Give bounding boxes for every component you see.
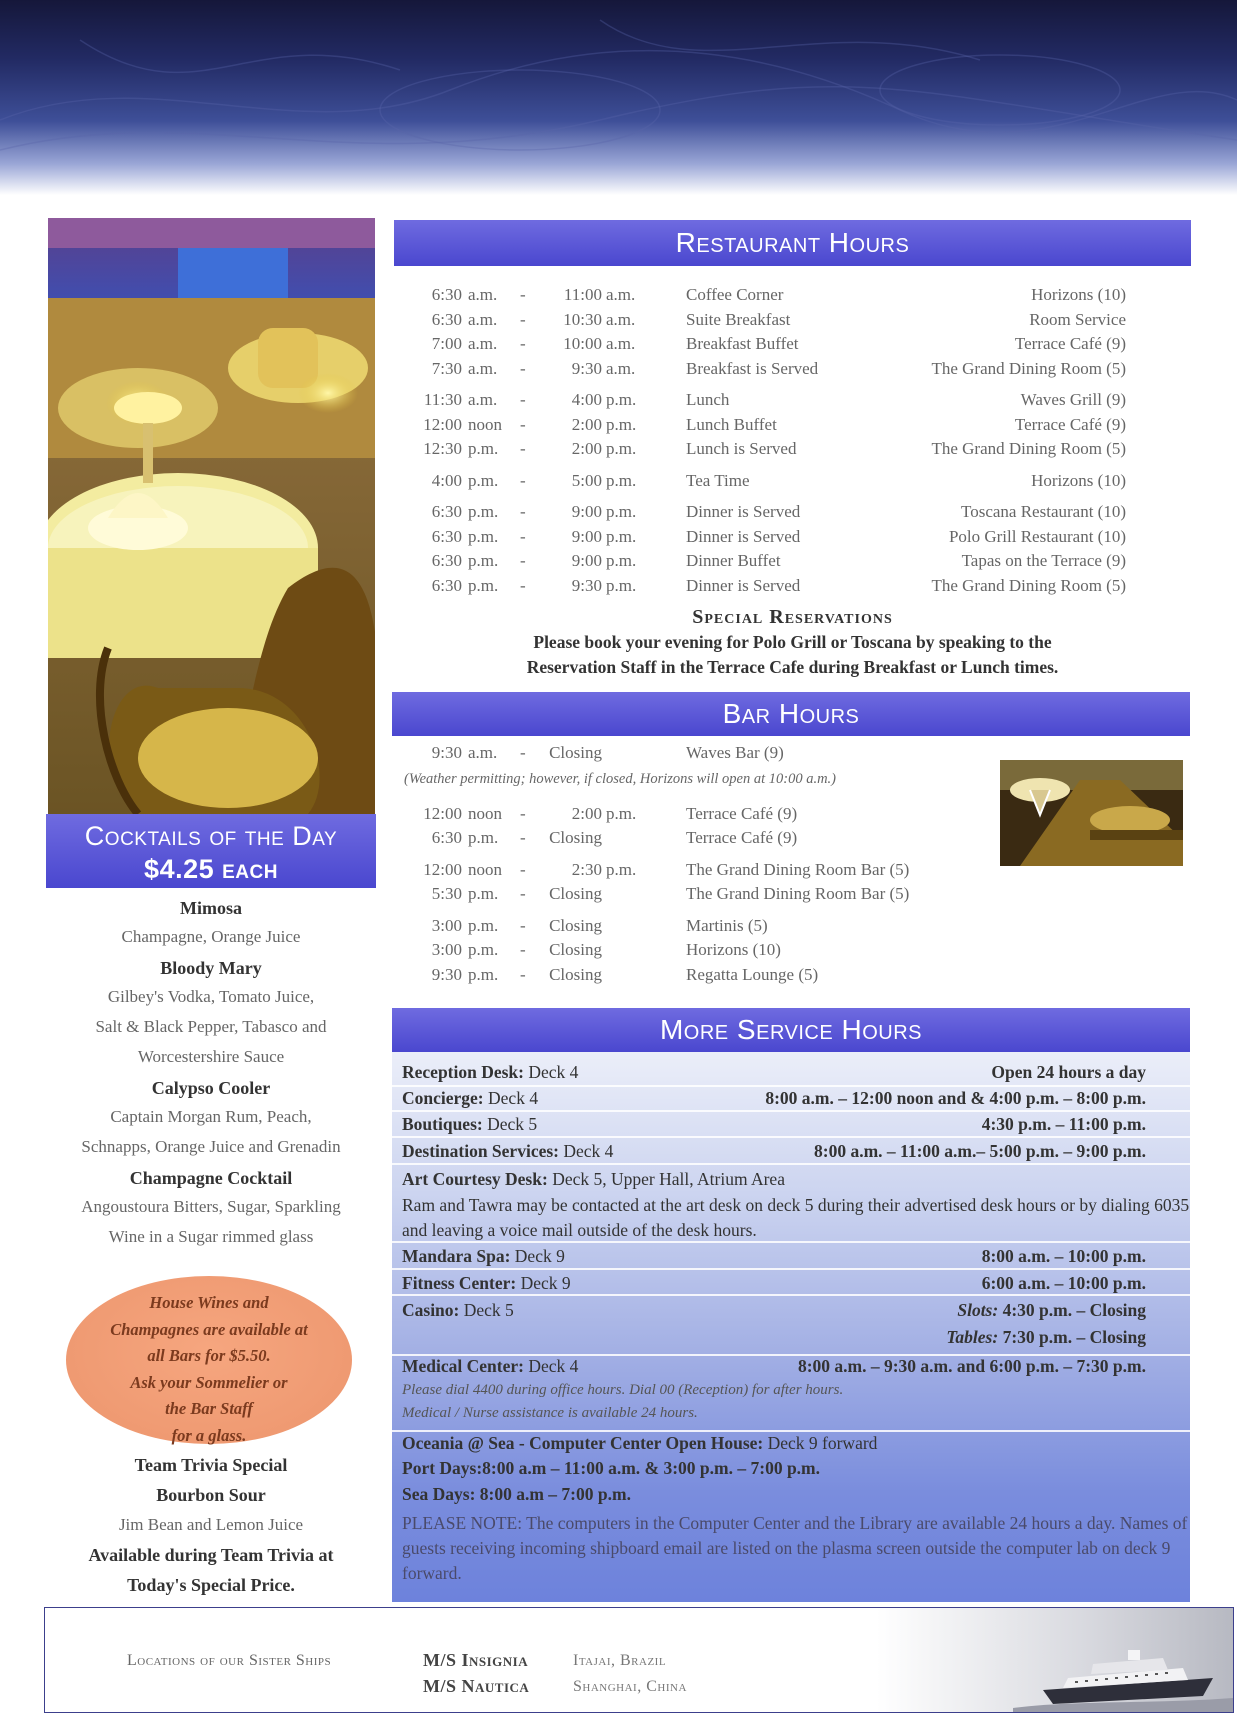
service-art-desc: Ram and Tawra may be contacted at the art desk on deck 5 during their advertised desk hours or by dialing 6035 and leaving a voice mail outside of the desk hours. bbox=[402, 1195, 1190, 1240]
start-time: 6:30 bbox=[431, 502, 462, 521]
service-hours bbox=[946, 1327, 1146, 1348]
service-name: Lunch Buffet bbox=[686, 414, 777, 434]
start-period: p.m. bbox=[468, 526, 499, 546]
start-period: p.m. bbox=[468, 551, 499, 570]
venue-name: Room Service bbox=[1029, 309, 1126, 329]
service-hours bbox=[957, 1300, 1146, 1321]
service-label: Concierge: bbox=[402, 1088, 484, 1108]
end-period: a.m. bbox=[606, 334, 636, 353]
start-time: 7:30 bbox=[431, 358, 462, 378]
service-medical bbox=[402, 1356, 1190, 1377]
start-period: a.m. bbox=[468, 285, 498, 304]
cocktail-desc: Gilbey's Vodka, Tomato Juice, bbox=[107, 987, 315, 1006]
service-location: Deck 4 bbox=[483, 1088, 539, 1108]
hours-row bbox=[410, 388, 1126, 413]
divider bbox=[392, 1085, 1190, 1087]
trivia-note: Available during Team Trivia at bbox=[88, 1545, 334, 1565]
start-time: 9:30 bbox=[431, 743, 462, 762]
computer-port-days bbox=[402, 1458, 1190, 1479]
start-time: 3:00 bbox=[431, 915, 462, 935]
venue-name: The Grand Dining Room (5) bbox=[931, 575, 1126, 595]
computer-sea-days bbox=[402, 1484, 1190, 1505]
end-time: 4:00 bbox=[571, 390, 602, 409]
end-time: 10:00 bbox=[563, 334, 602, 353]
time-dash: - bbox=[520, 743, 526, 762]
time-dash: - bbox=[520, 884, 526, 903]
time-dash: - bbox=[520, 859, 526, 879]
computer-note: PLEASE NOTE: The computers in the Computer Center and the Library are available 24 hours a day. Names of guests receiving incoming shipboard email are listed on the plasma screen outside the computer lab on deck 9 forward. bbox=[402, 1513, 1188, 1583]
cocktail-name: Calypso Cooler bbox=[151, 1078, 271, 1098]
end-time: Closing bbox=[549, 743, 602, 762]
service-location: Deck 9 forward bbox=[763, 1433, 878, 1453]
ship-name: M/S Insignia bbox=[423, 1650, 529, 1670]
start-period: p.m. bbox=[468, 915, 499, 935]
time-dash: - bbox=[520, 915, 526, 935]
time-dash: - bbox=[520, 309, 526, 329]
map-watermark bbox=[0, 0, 1237, 195]
end-time: 2:00 bbox=[571, 803, 602, 823]
casino-tables-hours: 7:30 p.m. – Closing bbox=[998, 1327, 1146, 1347]
start-period: p.m. bbox=[468, 884, 499, 903]
hours-row bbox=[410, 357, 1126, 382]
start-time: 12:00 bbox=[423, 859, 462, 879]
end-time: 9:30 bbox=[571, 358, 602, 378]
end-period: p.m. bbox=[606, 470, 637, 490]
divider bbox=[392, 1110, 1190, 1112]
start-time: 6:30 bbox=[431, 285, 462, 304]
end-time: 2:30 bbox=[571, 859, 602, 879]
special-text: Please book your evening for Polo Grill or Toscana by speaking to the bbox=[533, 632, 1052, 652]
start-time: 6:30 bbox=[431, 575, 462, 595]
end-time: 9:00 bbox=[571, 526, 602, 546]
hours-row bbox=[410, 525, 1126, 550]
bar-photo bbox=[1000, 760, 1183, 866]
divider bbox=[392, 1268, 1190, 1270]
hours-row bbox=[410, 549, 1126, 574]
port-days-text: Port Days:8:00 a.m – 11:00 a.m. & 3:00 p.m. – 7:00 p.m. bbox=[402, 1458, 821, 1478]
hours-row bbox=[410, 469, 1126, 494]
venue-name: Toscana Restaurant (10) bbox=[961, 502, 1126, 521]
cocktails-header bbox=[46, 814, 376, 888]
service-location: Deck 4 bbox=[523, 1356, 579, 1376]
bar-weather-note: (Weather permitting; however, if closed, Horizons will open at 10:00 a.m.) bbox=[404, 771, 837, 787]
trivia-drink: Bourbon Sour bbox=[156, 1485, 266, 1505]
hours-row bbox=[410, 802, 970, 827]
service-hours: 8:00 a.m. – 9:30 a.m. and 6:00 p.m. – 7:30 p.m. bbox=[797, 1356, 1146, 1376]
wine-note-line: House Wines and bbox=[149, 1293, 269, 1312]
hours-row bbox=[410, 882, 970, 907]
trivia-desc: Jim Bean and Lemon Juice bbox=[118, 1515, 304, 1534]
restaurant-hours-header: Restaurant Hours bbox=[394, 220, 1191, 266]
service-hours: 8:00 a.m. – 10:00 p.m. bbox=[981, 1246, 1146, 1266]
hours-row bbox=[410, 574, 1126, 599]
cocktails-price: $4.25 each bbox=[144, 854, 278, 884]
service-boutiques bbox=[402, 1114, 1190, 1135]
sister-ships-label: Locations of our Sister Ships bbox=[127, 1652, 332, 1669]
start-period: p.m. bbox=[468, 828, 499, 847]
service-name: Dinner is Served bbox=[686, 526, 801, 546]
wine-note-line: all Bars for $5.50. bbox=[147, 1346, 271, 1365]
service-hours: Open 24 hours a day bbox=[991, 1062, 1146, 1082]
hours-row bbox=[410, 413, 1126, 438]
start-time: 4:00 bbox=[431, 470, 462, 490]
service-name: The Grand Dining Room Bar (5) bbox=[686, 884, 910, 903]
header-banner bbox=[0, 0, 1237, 195]
service-label: Oceania @ Sea - Computer Center Open House: bbox=[402, 1433, 764, 1453]
service-name: Suite Breakfast bbox=[686, 309, 791, 329]
service-name: Coffee Corner bbox=[686, 285, 784, 304]
time-dash: - bbox=[520, 526, 526, 546]
start-time: 6:30 bbox=[431, 309, 462, 329]
service-name: Terrace Café (9) bbox=[686, 828, 798, 847]
end-period: p.m. bbox=[606, 859, 637, 879]
start-period: p.m. bbox=[468, 964, 499, 984]
cocktail-name: Bloody Mary bbox=[160, 958, 262, 978]
casino-tables-label: Tables: bbox=[946, 1327, 999, 1347]
service-fitness bbox=[402, 1273, 1190, 1294]
service-hours-header: More Service Hours bbox=[392, 1008, 1190, 1052]
service-casino bbox=[402, 1300, 1190, 1321]
start-period: noon bbox=[468, 859, 502, 879]
end-time: Closing bbox=[549, 884, 602, 903]
special-title: Special Reservations bbox=[692, 606, 893, 628]
time-dash: - bbox=[520, 502, 526, 521]
start-period: a.m. bbox=[468, 743, 498, 762]
service-hours: 6:00 a.m. – 10:00 p.m. bbox=[981, 1273, 1146, 1293]
start-period: p.m. bbox=[468, 940, 499, 959]
end-period: p.m. bbox=[606, 390, 637, 409]
service-spa bbox=[402, 1246, 1190, 1267]
service-label: Mandara Spa: bbox=[402, 1246, 511, 1266]
time-dash: - bbox=[520, 803, 526, 823]
hours-row bbox=[410, 826, 970, 851]
time-dash: - bbox=[520, 358, 526, 378]
hours-row bbox=[410, 308, 1126, 333]
trivia-special bbox=[44, 1450, 378, 1600]
service-hours: 8:00 a.m. – 12:00 noon and & 4:00 p.m. – 8:00 p.m. bbox=[765, 1088, 1146, 1108]
cocktail-desc: Champagne, Orange Juice bbox=[121, 927, 301, 946]
start-time: 6:30 bbox=[431, 828, 462, 847]
dining-room-photo bbox=[48, 218, 375, 814]
service-hours: 8:00 a.m. – 11:00 a.m.– 5:00 p.m. – 9:00 p.m. bbox=[814, 1141, 1146, 1161]
venue-name: The Grand Dining Room (5) bbox=[931, 439, 1126, 458]
venue-name: Tapas on the Terrace (9) bbox=[961, 551, 1126, 570]
start-period: p.m. bbox=[468, 439, 499, 458]
start-period: noon bbox=[468, 414, 502, 434]
service-location: Deck 9 bbox=[510, 1246, 565, 1266]
end-period: p.m. bbox=[606, 526, 637, 546]
service-label: Medical Center: bbox=[402, 1356, 524, 1376]
service-location: Deck 4 bbox=[559, 1141, 614, 1161]
trivia-title: Team Trivia Special bbox=[134, 1455, 288, 1475]
end-time: 5:00 bbox=[571, 470, 602, 490]
start-period: a.m. bbox=[468, 358, 498, 378]
hours-row bbox=[410, 332, 1126, 357]
end-time: 11:00 bbox=[563, 285, 602, 304]
service-location: Deck 9 bbox=[516, 1273, 571, 1293]
service-label: Art Courtesy Desk: bbox=[402, 1169, 548, 1189]
time-dash: - bbox=[520, 414, 526, 434]
start-time: 7:00 bbox=[431, 334, 462, 353]
start-time: 5:30 bbox=[431, 884, 462, 903]
venue-name: Polo Grill Restaurant (10) bbox=[948, 526, 1126, 546]
start-period: p.m. bbox=[468, 575, 499, 595]
divider bbox=[392, 1430, 1190, 1432]
ship-location: Shanghai, China bbox=[573, 1678, 687, 1695]
cocktail-desc: Worcestershire Sauce bbox=[137, 1047, 285, 1066]
start-time: 3:00 bbox=[431, 940, 462, 959]
end-time: Closing bbox=[549, 940, 602, 959]
end-time: 9:00 bbox=[571, 502, 602, 521]
time-dash: - bbox=[520, 964, 526, 984]
divider bbox=[392, 1163, 1190, 1165]
start-time: 11:30 bbox=[423, 390, 462, 409]
cocktail-name: Champagne Cocktail bbox=[129, 1168, 293, 1188]
service-label: Destination Services: bbox=[402, 1141, 559, 1161]
end-period: a.m. bbox=[606, 358, 636, 378]
start-time: 9:30 bbox=[431, 964, 462, 984]
service-hours: 4:30 p.m. – 11:00 p.m. bbox=[981, 1114, 1146, 1134]
end-period: a.m. bbox=[606, 309, 636, 329]
start-time: 12:00 bbox=[423, 414, 462, 434]
hours-row bbox=[410, 938, 970, 963]
sea-days-text: Sea Days: 8:00 a.m – 7:00 p.m. bbox=[402, 1484, 631, 1504]
time-dash: - bbox=[520, 334, 526, 353]
start-period: a.m. bbox=[468, 334, 498, 353]
start-time: 6:30 bbox=[431, 526, 462, 546]
end-time: 9:00 bbox=[571, 551, 602, 570]
bar-hours-header: Bar Hours bbox=[392, 692, 1190, 736]
end-time: Closing bbox=[549, 828, 602, 847]
special-reservations bbox=[394, 604, 1191, 680]
service-name: Terrace Café (9) bbox=[686, 803, 798, 823]
service-label: Fitness Center: bbox=[402, 1273, 517, 1293]
time-dash: - bbox=[520, 551, 526, 570]
service-computer-center bbox=[402, 1433, 1190, 1454]
time-dash: - bbox=[520, 439, 526, 458]
service-name: Breakfast Buffet bbox=[686, 334, 799, 353]
medical-note: Medical / Nurse assistance is available 24 hours. bbox=[402, 1405, 698, 1421]
ship-name: M/S Nautica bbox=[423, 1676, 530, 1696]
end-period: p.m. bbox=[606, 502, 637, 521]
end-time: Closing bbox=[549, 964, 602, 984]
start-time: 12:00 bbox=[423, 803, 462, 823]
service-label: Casino: bbox=[402, 1300, 460, 1320]
end-period: p.m. bbox=[606, 414, 637, 434]
venue-name: Waves Grill (9) bbox=[1020, 390, 1126, 409]
venue-name: Horizons (10) bbox=[1031, 470, 1126, 490]
hours-row bbox=[410, 437, 1126, 462]
divider bbox=[392, 1294, 1190, 1296]
ship-location: Itajai, Brazil bbox=[573, 1652, 667, 1669]
cocktail-desc: Schnapps, Orange Juice and Grenadin bbox=[81, 1137, 341, 1156]
end-period: p.m. bbox=[606, 803, 637, 823]
start-time: 6:30 bbox=[431, 551, 462, 570]
service-name: Lunch is Served bbox=[686, 439, 797, 458]
start-period: a.m. bbox=[468, 309, 498, 329]
end-period: p.m. bbox=[606, 439, 637, 458]
end-time: 9:30 bbox=[571, 575, 602, 595]
service-label: Boutiques: bbox=[402, 1114, 483, 1134]
restaurant-hours-table bbox=[410, 283, 1126, 598]
service-art-desk bbox=[402, 1169, 1190, 1190]
cocktail-desc: Wine in a Sugar rimmed glass bbox=[108, 1227, 314, 1246]
end-period: p.m. bbox=[606, 551, 637, 570]
venue-name: The Grand Dining Room (5) bbox=[931, 358, 1126, 378]
service-location: Deck 5, Upper Hall, Atrium Area bbox=[547, 1169, 785, 1189]
start-time: 12:30 bbox=[423, 439, 462, 458]
start-period: a.m. bbox=[468, 390, 498, 409]
service-name: The Grand Dining Room Bar (5) bbox=[686, 859, 910, 879]
time-dash: - bbox=[520, 940, 526, 959]
hours-row bbox=[410, 741, 970, 766]
service-concierge bbox=[402, 1088, 1190, 1109]
service-name: Horizons (10) bbox=[686, 940, 781, 959]
time-dash: - bbox=[520, 285, 526, 304]
cocktail-desc: Captain Morgan Rum, Peach, bbox=[110, 1107, 312, 1126]
service-name: Tea Time bbox=[686, 470, 750, 490]
end-time: 10:30 bbox=[563, 309, 602, 329]
hours-row bbox=[410, 963, 970, 988]
trivia-note: Today's Special Price. bbox=[127, 1575, 295, 1595]
service-name: Dinner is Served bbox=[686, 575, 801, 595]
time-dash: - bbox=[520, 575, 526, 595]
cocktail-name: Mimosa bbox=[180, 898, 242, 918]
hours-row bbox=[410, 914, 970, 939]
venue-name: Horizons (10) bbox=[1031, 285, 1126, 304]
wine-note-line: for a glass. bbox=[171, 1425, 247, 1445]
divider bbox=[392, 1136, 1190, 1138]
wine-note-line: Ask your Sommelier or bbox=[130, 1372, 288, 1392]
end-time: 2:00 bbox=[571, 414, 602, 434]
service-location: Deck 5 bbox=[459, 1300, 514, 1320]
cocktail-desc: Angoustoura Bitters, Sugar, Sparkling bbox=[81, 1197, 341, 1216]
service-reception bbox=[402, 1062, 1190, 1083]
hours-row bbox=[410, 283, 1126, 308]
wine-note-line: Champagnes are available at bbox=[110, 1319, 308, 1339]
venue-name: Terrace Café (9) bbox=[1014, 334, 1126, 353]
hours-row bbox=[410, 500, 1126, 525]
end-period: p.m. bbox=[606, 575, 637, 595]
end-period: a.m. bbox=[606, 285, 636, 304]
service-destination bbox=[402, 1141, 1190, 1162]
venue-name: Terrace Café (9) bbox=[1014, 414, 1126, 434]
special-text: Reservation Staff in the Terrace Cafe during Breakfast or Lunch times. bbox=[526, 657, 1059, 677]
service-name: Dinner is Served bbox=[686, 502, 801, 521]
cocktail-list bbox=[44, 892, 378, 1252]
service-name: Regatta Lounge (5) bbox=[686, 964, 819, 984]
service-name: Martinis (5) bbox=[686, 915, 768, 935]
service-name: Waves Bar (9) bbox=[686, 743, 784, 762]
service-location: Deck 4 bbox=[524, 1062, 579, 1082]
wine-note-line: the Bar Staff bbox=[165, 1399, 253, 1418]
start-period: noon bbox=[468, 803, 502, 823]
cocktail-desc: Salt & Black Pepper, Tabasco and bbox=[95, 1017, 327, 1036]
time-dash: - bbox=[520, 828, 526, 847]
end-time: 2:00 bbox=[571, 439, 602, 458]
cocktails-title: Cocktails of the Day bbox=[84, 821, 338, 851]
casino-slots-hours: 4:30 p.m. – Closing bbox=[998, 1300, 1146, 1320]
start-period: p.m. bbox=[468, 470, 499, 490]
time-dash: - bbox=[520, 390, 526, 409]
service-location: Deck 5 bbox=[482, 1114, 538, 1134]
start-period: p.m. bbox=[468, 502, 499, 521]
casino-slots-label: Slots: bbox=[957, 1300, 999, 1320]
footer-sister-ships bbox=[44, 1607, 1234, 1713]
hours-row bbox=[410, 858, 970, 883]
service-label: Reception Desk: bbox=[402, 1062, 524, 1082]
service-name: Breakfast is Served bbox=[686, 358, 819, 378]
end-time: Closing bbox=[549, 915, 602, 935]
medical-note: Please dial 4400 during office hours. Dial 00 (Reception) for after hours. bbox=[402, 1382, 844, 1398]
house-wine-note bbox=[66, 1276, 352, 1444]
service-name: Lunch bbox=[686, 390, 730, 409]
service-name: Dinner Buffet bbox=[686, 551, 781, 570]
cruise-ship-image bbox=[1013, 1608, 1233, 1713]
time-dash: - bbox=[520, 470, 526, 490]
